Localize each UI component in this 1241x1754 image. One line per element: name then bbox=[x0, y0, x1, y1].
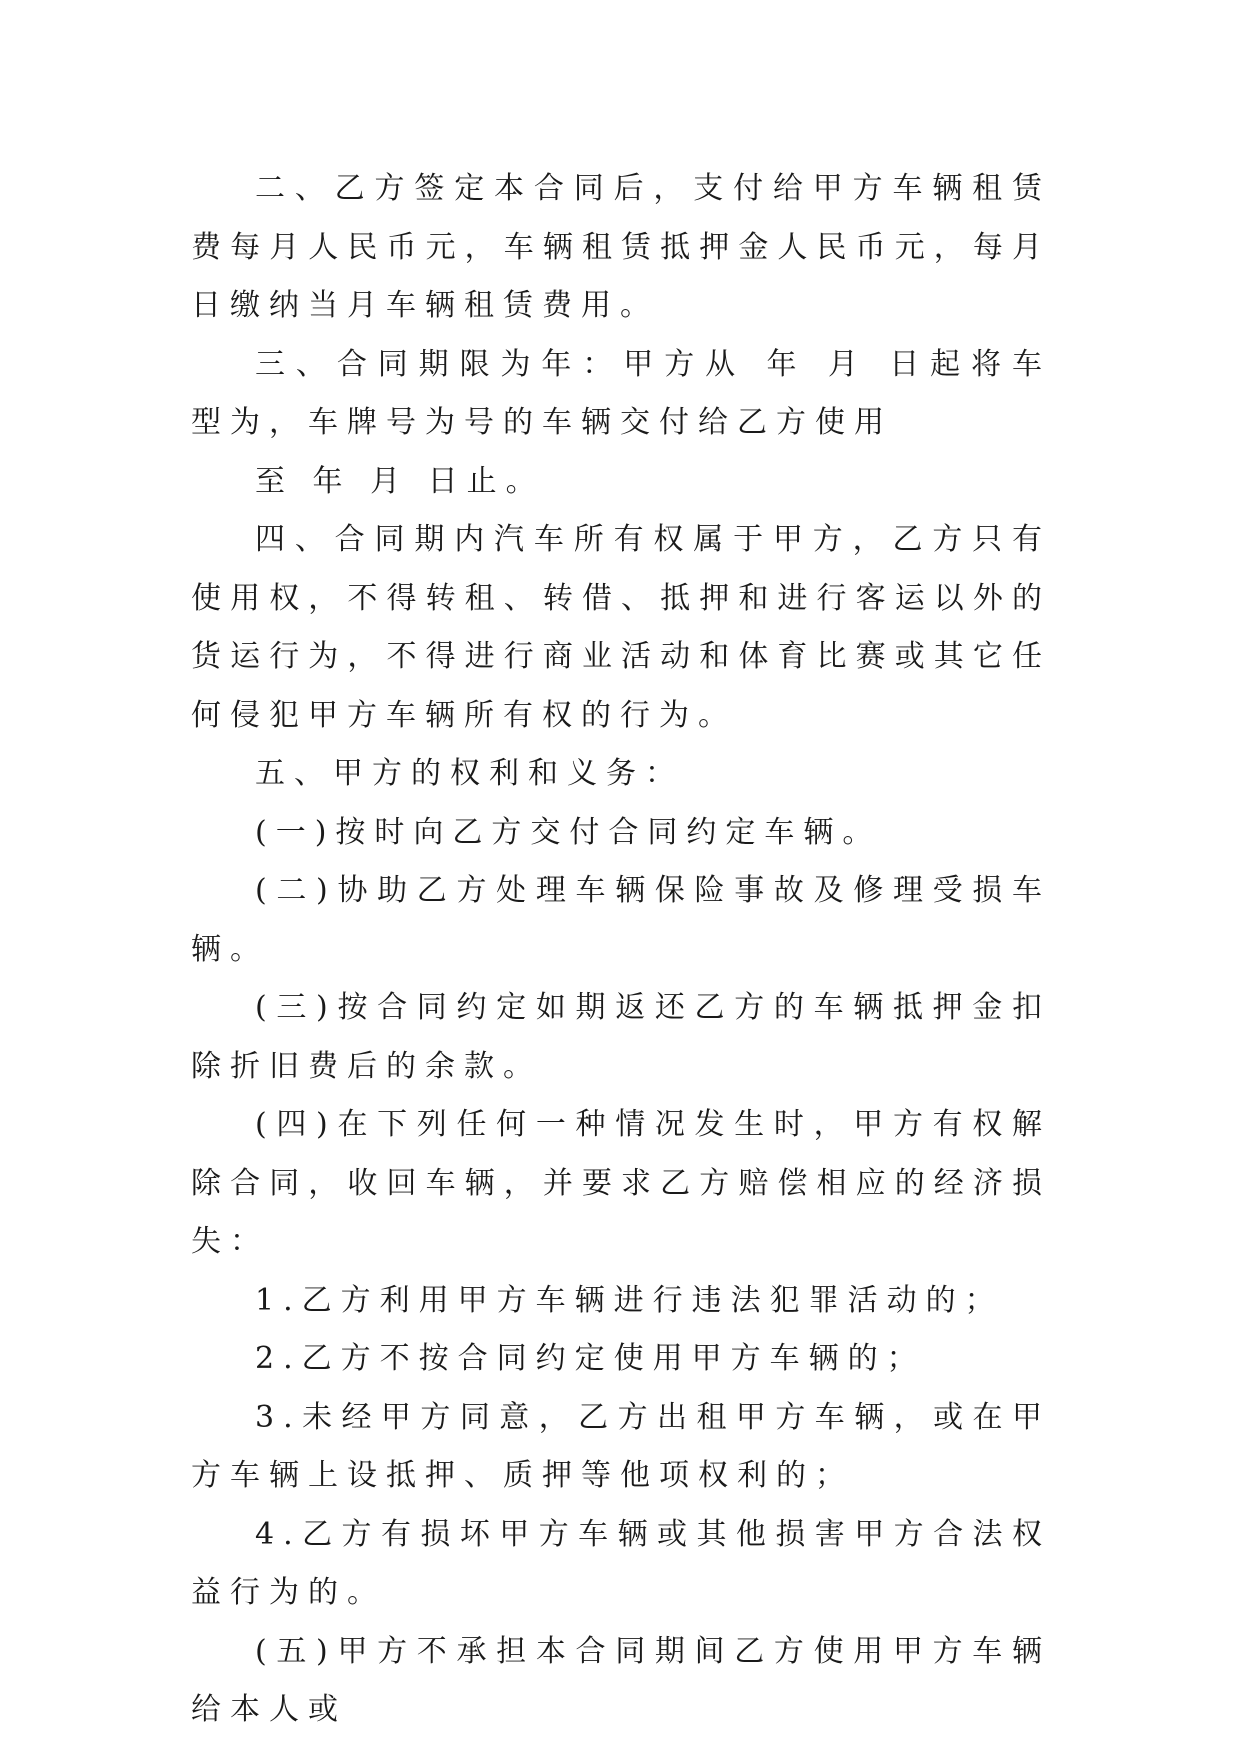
paragraph-contract-term: 三、合同期限为年：甲方从 年 月 日起将车型为，车牌号为号的车辆交付给乙方使用 bbox=[191, 346, 1051, 440]
paragraph-subitem-3: 3.未经甲方同意，乙方出租甲方车辆，或在甲方车辆上设抵押、质押等他项权利的； bbox=[191, 1399, 1051, 1493]
paragraph-item-3: (三)按合同约定如期返还乙方的车辆抵押金扣除折旧费后的余款。 bbox=[191, 990, 1051, 1084]
paragraph-party-a-rights-heading: 五、甲方的权利和义务： bbox=[255, 756, 684, 791]
paragraph-subitem-1: 1.乙方利用甲方车辆进行违法犯罪活动的； bbox=[255, 1282, 1004, 1318]
paragraph-ownership: 四、合同期内汽车所有权属于甲方，乙方只有使用权，不得转租、转借、抵押和进行客运以外的货运行为，不得进行商业活动和体育比赛或其它任何侵犯甲方车辆所有权的行为。 bbox=[191, 522, 1051, 733]
paragraph-rental-fee: 二、乙方签定本合同后，支付给甲方车辆租赁费每月人民币元，车辆租赁抵押金人民币元，每月日缴纳当月车辆租赁费用。 bbox=[191, 171, 1051, 323]
paragraph-item-2: (二)协助乙方处理车辆保险事故及修理受损车辆。 bbox=[191, 873, 1051, 967]
document-body bbox=[191, 160, 1051, 1740]
paragraph-item-1: (一)按时向乙方交付合同约定车辆。 bbox=[255, 814, 882, 850]
paragraph-item-4: (四)在下列任何一种情况发生时，甲方有权解除合同，收回车辆，并要求乙方赔偿相应的经济损失： bbox=[191, 1107, 1051, 1259]
paragraph-item-5: (五)甲方不承担本合同期间乙方使用甲方车辆给本人或 bbox=[191, 1633, 1051, 1727]
paragraph-subitem-4: 4.乙方有损坏甲方车辆或其他损害甲方合法权益行为的。 bbox=[191, 1516, 1051, 1610]
paragraph-term-end: 至 年 月 日止。 bbox=[255, 463, 545, 499]
paragraph-subitem-2: 2.乙方不按合同约定使用甲方车辆的； bbox=[255, 1341, 926, 1376]
